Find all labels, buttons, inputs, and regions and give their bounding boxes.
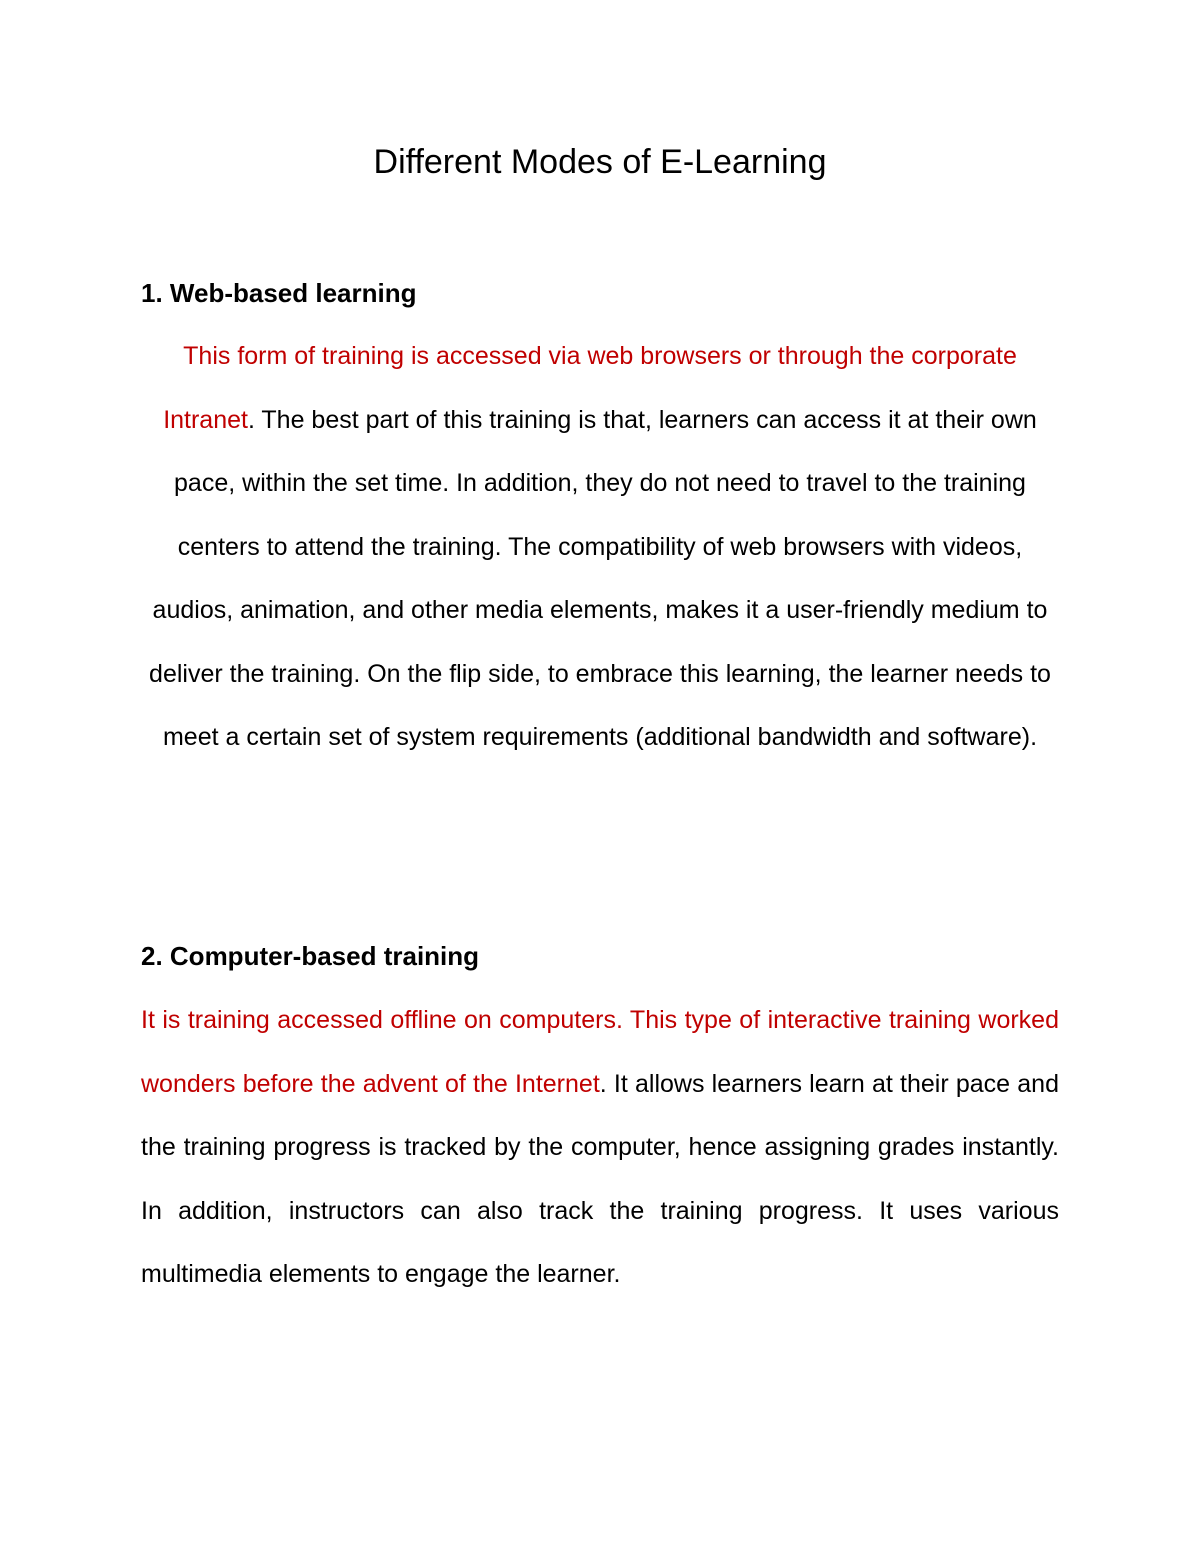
document-title: Different Modes of E-Learning <box>373 143 827 181</box>
section-paragraph-web-based-learning <box>141 325 1059 770</box>
paragraph-body-text: . It allows learners learn at their pace and the training progress is tracked by the computer, hence assigning grades instantly. In addition, instructors can also track the training progress. It uses various multimedia elements to engage the learner. <box>141 1069 1059 1288</box>
section-heading-computer-based-training: 2. Computer-based training <box>141 941 480 971</box>
section-heading-web-based-learning: 1. Web-based learning <box>141 278 417 308</box>
highlighted-sentence: It is training accessed offline on computers. This type of interactive training worked wonders before the advent of the Internet <box>141 1006 1059 1098</box>
paragraph-body-text: . The best part of this training is that, learners can access it at their own pace, within the set time. In addition, they do not need to travel to the training centers to attend the training. The compatibility of web browsers with videos, audios, animation, and other media elements, makes it a user-friendly medium to deliver the training. On the flip side, to embrace this learning, the learner needs to meet a certain set of system requirements (additional bandwidth and software). <box>149 405 1051 751</box>
highlighted-sentence: This form of training is accessed via web browsers or through the corporate Intranet <box>163 342 1017 434</box>
section-paragraph-computer-based-training <box>141 989 1059 1307</box>
